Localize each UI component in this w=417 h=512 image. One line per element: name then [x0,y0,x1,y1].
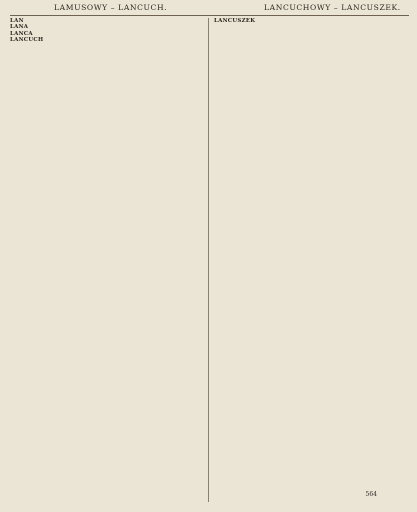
entry-headword: LANCUSZEK [214,18,256,24]
entry-headword: LANCA [10,30,33,37]
running-header [12,3,409,15]
entry-headword: LANCUCH [10,37,44,44]
page-number: 564 [365,491,377,498]
column-divider [208,18,209,502]
header-rule [10,15,409,16]
left-column [10,18,207,502]
entry-headword: LAN [10,18,24,24]
right-column [214,18,411,502]
dictionary-entry [214,18,411,24]
left-running-head: LAMUSOWY – LANCUCH. [54,3,168,12]
entry-headword: LANA [10,24,29,31]
dictionary-entry [10,37,207,43]
right-running-head: LANCUCHOWY – LANCUSZEK. [264,3,401,12]
